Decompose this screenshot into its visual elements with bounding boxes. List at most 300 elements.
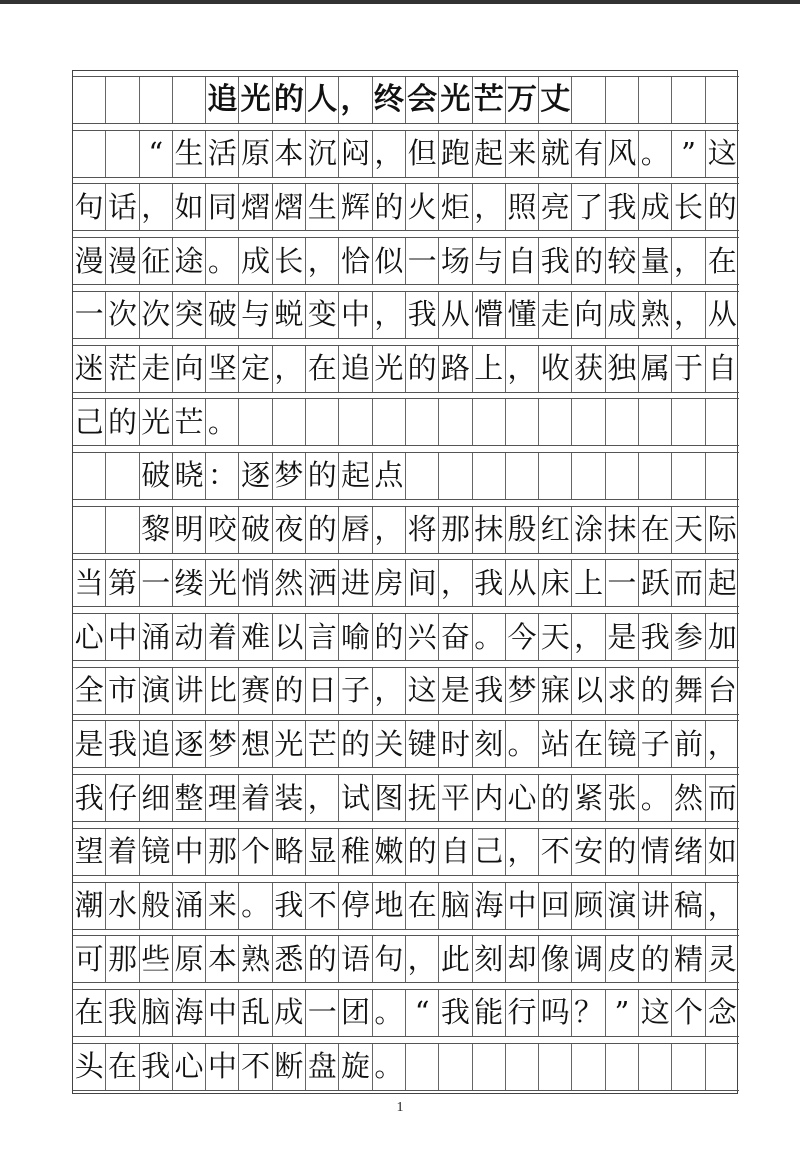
- char-cell: 向: [572, 292, 605, 338]
- char-cell: 的: [606, 829, 639, 875]
- char-cell: 茫: [106, 346, 139, 392]
- empty-cell: [73, 131, 106, 177]
- title-char-cell: 的: [273, 77, 306, 123]
- char-cell: 涂: [572, 507, 605, 553]
- char-cell: 话: [106, 184, 139, 230]
- empty-cell: [473, 1044, 506, 1090]
- char-cell: 市: [106, 668, 139, 714]
- char-cell: 团: [339, 990, 372, 1036]
- char-cell: 。: [239, 883, 272, 929]
- char-cell: 破: [140, 453, 173, 499]
- char-cell: 有: [572, 131, 605, 177]
- title-char-cell: ，: [339, 77, 372, 123]
- char-cell: 第: [106, 560, 139, 606]
- title-char-cell: 芒: [473, 77, 506, 123]
- empty-cell: [606, 453, 639, 499]
- char-cell: 量: [639, 238, 672, 284]
- char-cell: ，: [707, 888, 737, 922]
- char-cell: 成: [239, 238, 272, 284]
- char-cell: 活: [206, 131, 239, 177]
- char-cell: ”: [672, 131, 705, 177]
- char-cell: ”: [606, 990, 639, 1036]
- char-cell: 梦: [273, 453, 306, 499]
- char-cell: 一: [306, 990, 339, 1036]
- char-cell: 间: [406, 560, 439, 606]
- char-cell: 乱: [239, 990, 272, 1036]
- char-cell: 与: [239, 292, 272, 338]
- char-cell: 停: [339, 883, 372, 929]
- char-cell: 子: [639, 721, 672, 767]
- char-cell: 但: [406, 131, 439, 177]
- char-cell: 进: [339, 560, 372, 606]
- char-cell: 自: [707, 351, 737, 385]
- char-cell: 房: [373, 560, 406, 606]
- char-cell: 抹: [473, 507, 506, 553]
- char-cell: 演: [606, 883, 639, 929]
- char-cell: 芒: [173, 399, 206, 445]
- char-cell: 漫: [106, 238, 139, 284]
- char-cell: 稚: [339, 829, 372, 875]
- char-cell: 试: [339, 775, 372, 821]
- char-cell: 恰: [339, 238, 372, 284]
- empty-cell: [706, 1044, 739, 1090]
- char-cell: 那: [106, 936, 139, 982]
- char-cell: 脑: [439, 883, 472, 929]
- char-cell: 海: [173, 990, 206, 1036]
- char-cell: 较: [606, 238, 639, 284]
- char-cell: ，: [439, 560, 472, 606]
- char-cell: 我: [606, 184, 639, 230]
- char-cell: 能: [473, 990, 506, 1036]
- empty-cell: [106, 453, 139, 499]
- empty-cell: [506, 1044, 539, 1090]
- char-cell: 的: [273, 668, 306, 714]
- text-row: [73, 774, 739, 822]
- char-cell: 地: [373, 883, 406, 929]
- char-cell: 那: [206, 829, 239, 875]
- grid-paper-sheet: [72, 70, 738, 1094]
- char-cell: 我: [439, 990, 472, 1036]
- char-cell: 路: [439, 346, 472, 392]
- char-cell: 点: [373, 453, 406, 499]
- char-cell: 在: [707, 243, 737, 278]
- char-cell: 我: [73, 775, 106, 821]
- char-cell: 句: [73, 184, 106, 230]
- char-cell: 的: [373, 184, 406, 230]
- char-cell: 子: [339, 668, 372, 714]
- empty-cell: [73, 507, 106, 553]
- char-cell: 跃: [639, 560, 672, 606]
- empty-cell: [106, 77, 139, 123]
- empty-cell: [672, 1044, 705, 1090]
- empty-cell: [439, 399, 472, 445]
- char-cell: 上: [572, 560, 605, 606]
- empty-cell: [406, 399, 439, 445]
- char-cell: 些: [140, 936, 173, 982]
- text-row: [73, 291, 739, 339]
- char-cell: 火: [406, 184, 439, 230]
- char-cell: 破: [239, 507, 272, 553]
- char-cell: 安: [572, 829, 605, 875]
- char-cell: 于: [672, 346, 705, 392]
- char-cell: 从: [506, 560, 539, 606]
- char-cell: 比: [206, 668, 239, 714]
- char-cell: 夜: [273, 507, 306, 553]
- char-cell: 略: [273, 829, 306, 875]
- text-row: [73, 506, 739, 554]
- text-row: [73, 452, 739, 500]
- char-cell: 着: [239, 775, 272, 821]
- char-cell: 以: [273, 614, 306, 660]
- empty-cell: [406, 1044, 439, 1090]
- char-cell: 光: [273, 721, 306, 767]
- char-cell: 。: [639, 131, 672, 177]
- char-cell: 的: [306, 936, 339, 982]
- char-cell: 咬: [206, 507, 239, 553]
- top-edge-bar: [0, 0, 800, 4]
- empty-cell: [506, 399, 539, 445]
- char-cell: 前: [672, 721, 705, 767]
- char-cell: 的: [306, 507, 339, 553]
- char-cell: 绪: [672, 829, 705, 875]
- char-cell: 此: [439, 936, 472, 982]
- char-cell: 亮: [539, 184, 572, 230]
- char-cell: 己: [473, 829, 506, 875]
- char-cell: 中: [506, 883, 539, 929]
- empty-cell: [273, 399, 306, 445]
- char-cell: 。: [373, 990, 406, 1036]
- char-cell: 际: [707, 512, 737, 547]
- char-cell: 逐: [173, 721, 206, 767]
- char-cell: 从: [707, 297, 737, 332]
- char-cell: 我: [473, 560, 506, 606]
- empty-cell: [572, 1044, 605, 1090]
- char-cell: 紧: [572, 775, 605, 821]
- char-cell: 似: [373, 238, 406, 284]
- empty-cell: [373, 399, 406, 445]
- char-cell: 生: [306, 184, 339, 230]
- char-cell: 闷: [339, 131, 372, 177]
- char-cell: 天: [539, 614, 572, 660]
- char-cell: 。: [639, 775, 672, 821]
- text-row: [73, 882, 739, 930]
- char-cell: 时: [439, 721, 472, 767]
- char-cell: 喻: [339, 614, 372, 660]
- char-cell: 奋: [439, 614, 472, 660]
- char-cell: 讲: [173, 668, 206, 714]
- char-cell: 心: [73, 614, 106, 660]
- char-cell: ，: [473, 184, 506, 230]
- char-cell: 殷: [506, 507, 539, 553]
- char-cell: 征: [140, 238, 173, 284]
- char-cell: 炬: [439, 184, 472, 230]
- empty-cell: [506, 453, 539, 499]
- empty-cell: [672, 453, 705, 499]
- char-cell: 熟: [639, 292, 672, 338]
- char-cell: 熠: [273, 184, 306, 230]
- char-cell: 。: [506, 721, 539, 767]
- char-cell: 回: [539, 883, 572, 929]
- char-cell: 漫: [73, 238, 106, 284]
- char-cell: ，: [140, 184, 173, 230]
- char-cell: 中: [173, 829, 206, 875]
- char-cell: 我: [106, 721, 139, 767]
- char-cell: 站: [539, 721, 572, 767]
- char-cell: 念: [707, 995, 737, 1030]
- char-cell: 图: [373, 775, 406, 821]
- char-cell: 。: [206, 238, 239, 284]
- char-cell: 梦: [206, 721, 239, 767]
- char-cell: “: [140, 131, 173, 177]
- char-cell: 自: [439, 829, 472, 875]
- char-cell: 己: [73, 399, 106, 445]
- char-cell: 不: [539, 829, 572, 875]
- title-char-cell: 光: [239, 77, 272, 123]
- char-cell: 变: [306, 292, 339, 338]
- char-cell: 洒: [306, 560, 339, 606]
- char-cell: 熠: [239, 184, 272, 230]
- char-cell: 言: [306, 614, 339, 660]
- char-cell: 。: [206, 399, 239, 445]
- char-cell: 键: [406, 721, 439, 767]
- char-cell: 的: [707, 189, 737, 224]
- char-cell: 明: [173, 507, 206, 553]
- char-cell: 熟: [239, 936, 272, 982]
- char-cell: 个: [672, 990, 705, 1036]
- char-cell: 然: [672, 775, 705, 821]
- empty-cell: [406, 453, 439, 499]
- char-cell: 懵: [473, 292, 506, 338]
- text-row: [73, 237, 739, 285]
- char-cell: 起: [707, 565, 737, 600]
- text-row: [73, 828, 739, 876]
- char-cell: 动: [173, 614, 206, 660]
- char-cell: 晓: [173, 453, 206, 499]
- char-cell: 却: [506, 936, 539, 982]
- char-cell: 关: [373, 721, 406, 767]
- char-cell: 参: [672, 614, 705, 660]
- char-cell: 我: [473, 668, 506, 714]
- char-cell: 辉: [339, 184, 372, 230]
- char-cell: 理: [206, 775, 239, 821]
- text-row: [73, 183, 739, 231]
- char-cell: 不: [306, 883, 339, 929]
- char-cell: 海: [473, 883, 506, 929]
- char-cell: 中: [206, 990, 239, 1036]
- char-cell: ，: [406, 936, 439, 982]
- char-cell: 突: [173, 292, 206, 338]
- char-cell: 是: [606, 614, 639, 660]
- char-cell: 句: [373, 936, 406, 982]
- title-char-cell: 万: [506, 77, 539, 123]
- char-cell: ，: [273, 346, 306, 392]
- char-cell: 长: [273, 238, 306, 284]
- char-cell: 脑: [140, 990, 173, 1036]
- char-cell: 自: [506, 238, 539, 284]
- char-cell: ，: [373, 668, 406, 714]
- char-cell: 当: [73, 560, 106, 606]
- char-cell: 悉: [273, 936, 306, 982]
- char-cell: 不: [239, 1044, 272, 1090]
- empty-cell: [239, 399, 272, 445]
- char-cell: 这: [707, 136, 737, 171]
- char-cell: 起: [339, 453, 372, 499]
- empty-cell: [639, 1044, 672, 1090]
- char-cell: 成: [273, 990, 306, 1036]
- empty-cell: [572, 399, 605, 445]
- char-cell: 我: [106, 990, 139, 1036]
- empty-cell: [106, 131, 139, 177]
- char-cell: 在: [639, 507, 672, 553]
- char-cell: 而: [707, 780, 737, 815]
- char-cell: 成: [639, 184, 672, 230]
- char-cell: 原: [173, 936, 206, 982]
- char-cell: 的: [539, 775, 572, 821]
- char-cell: 天: [672, 507, 705, 553]
- empty-cell: [473, 399, 506, 445]
- char-cell: 风: [606, 131, 639, 177]
- char-cell: 在: [406, 883, 439, 929]
- char-cell: 的: [406, 346, 439, 392]
- char-cell: 与: [473, 238, 506, 284]
- char-cell: ：: [206, 453, 239, 499]
- char-cell: 头: [73, 1044, 106, 1090]
- char-cell: 蜕: [273, 292, 306, 338]
- char-cell: 我: [406, 292, 439, 338]
- char-cell: 我: [140, 1044, 173, 1090]
- char-cell: 一: [140, 560, 173, 606]
- char-cell: 来: [206, 883, 239, 929]
- char-cell: 定: [239, 346, 272, 392]
- char-cell: 光: [206, 560, 239, 606]
- char-cell: 属: [639, 346, 672, 392]
- char-cell: 成: [606, 292, 639, 338]
- char-cell: 装: [273, 775, 306, 821]
- char-cell: 梦: [506, 668, 539, 714]
- char-cell: 一: [406, 238, 439, 284]
- char-cell: 心: [173, 1044, 206, 1090]
- char-cell: 破: [206, 292, 239, 338]
- title-char-cell: 会: [406, 77, 439, 123]
- empty-cell: [672, 77, 705, 123]
- char-cell: 光: [140, 399, 173, 445]
- char-cell: 如: [173, 184, 206, 230]
- empty-cell: [439, 1044, 472, 1090]
- char-cell: 坚: [206, 346, 239, 392]
- char-cell: 途: [173, 238, 206, 284]
- char-cell: 想: [239, 721, 272, 767]
- char-cell: ，: [572, 614, 605, 660]
- title-row: [73, 76, 739, 124]
- char-cell: 的: [339, 721, 372, 767]
- title-char-cell: 光: [439, 77, 472, 123]
- char-cell: 顾: [572, 883, 605, 929]
- char-cell: 走: [539, 292, 572, 338]
- empty-cell: [706, 399, 739, 445]
- char-cell: 心: [506, 775, 539, 821]
- char-cell: 断: [273, 1044, 306, 1090]
- char-cell: 语: [339, 936, 372, 982]
- empty-cell: [539, 453, 572, 499]
- char-cell: 日: [306, 668, 339, 714]
- char-cell: 以: [572, 668, 605, 714]
- char-cell: 吗: [539, 990, 572, 1036]
- char-cell: ，: [373, 507, 406, 553]
- char-cell: 原: [239, 131, 272, 177]
- char-cell: 在: [73, 990, 106, 1036]
- char-cell: 内: [473, 775, 506, 821]
- text-row: [73, 345, 739, 393]
- char-cell: 嫩: [373, 829, 406, 875]
- char-cell: 刻: [473, 721, 506, 767]
- char-cell: 的: [639, 936, 672, 982]
- empty-cell: [306, 399, 339, 445]
- char-cell: 抚: [406, 775, 439, 821]
- char-cell: 将: [406, 507, 439, 553]
- page-number: 1: [396, 1100, 404, 1115]
- char-cell: 。: [373, 1044, 406, 1090]
- char-cell: 讲: [639, 883, 672, 929]
- char-cell: 赛: [239, 668, 272, 714]
- char-cell: 灵: [707, 941, 737, 976]
- char-cell: 的: [306, 453, 339, 499]
- char-cell: 行: [506, 990, 539, 1036]
- text-row: [73, 559, 739, 607]
- char-cell: 涌: [140, 614, 173, 660]
- char-cell: 张: [606, 775, 639, 821]
- char-cell: 我: [639, 614, 672, 660]
- char-cell: 光: [373, 346, 406, 392]
- char-cell: ，: [373, 292, 406, 338]
- char-cell: 在: [306, 346, 339, 392]
- title-char-cell: 丈: [539, 77, 572, 123]
- char-cell: ，: [506, 829, 539, 875]
- char-cell: 这: [406, 668, 439, 714]
- empty-cell: [439, 453, 472, 499]
- text-row: [73, 1043, 739, 1091]
- empty-cell: [572, 77, 605, 123]
- char-cell: 难: [239, 614, 272, 660]
- char-cell: ，: [306, 775, 339, 821]
- char-cell: 那: [439, 507, 472, 553]
- char-cell: 水: [106, 883, 139, 929]
- char-cell: 生: [173, 131, 206, 177]
- char-cell: 今: [506, 614, 539, 660]
- char-cell: 寐: [539, 668, 572, 714]
- text-row: [73, 613, 739, 661]
- char-cell: 向: [173, 346, 206, 392]
- char-cell: 逐: [239, 453, 272, 499]
- char-cell: 我: [273, 883, 306, 929]
- empty-cell: [606, 77, 639, 123]
- char-cell: ，: [306, 238, 339, 284]
- char-cell: 涌: [173, 883, 206, 929]
- char-cell: 收: [539, 346, 572, 392]
- char-cell: 像: [539, 936, 572, 982]
- char-cell: 的: [106, 399, 139, 445]
- char-cell: 个: [239, 829, 272, 875]
- char-cell: 镜: [140, 829, 173, 875]
- char-cell: 沉: [306, 131, 339, 177]
- char-cell: 中: [339, 292, 372, 338]
- char-cell: 在: [572, 721, 605, 767]
- empty-cell: [73, 453, 106, 499]
- empty-cell: [639, 453, 672, 499]
- char-cell: 中: [206, 1044, 239, 1090]
- char-cell: 调: [572, 936, 605, 982]
- char-cell: 般: [140, 883, 173, 929]
- char-cell: 迷: [73, 346, 106, 392]
